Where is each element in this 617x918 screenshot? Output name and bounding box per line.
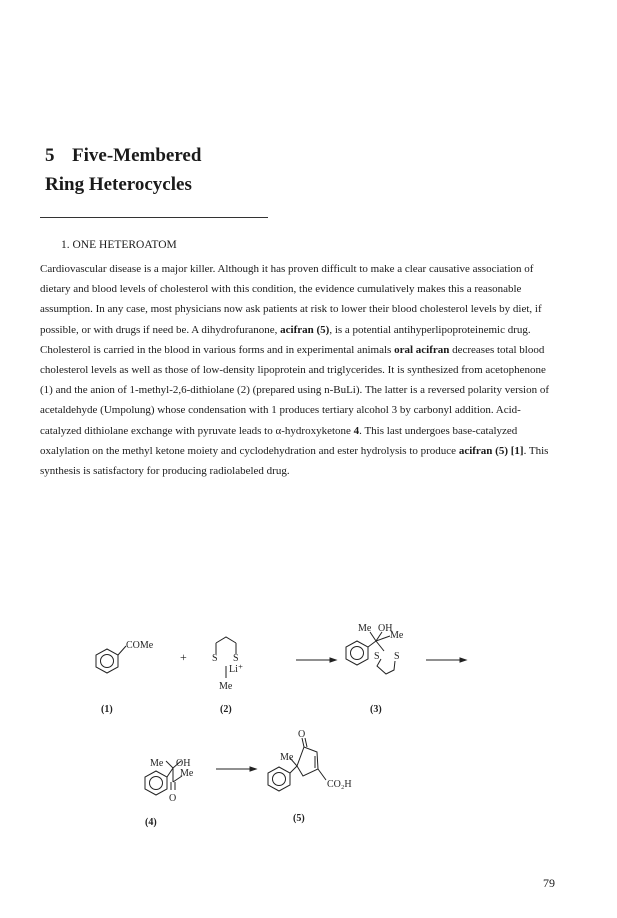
compound-3-s1: S xyxy=(374,651,380,662)
chapter-title-line1: Five-Membered xyxy=(72,145,202,166)
reaction-arrow-3 xyxy=(216,767,256,771)
body-paragraph xyxy=(40,259,560,481)
compound-4-label: (4) xyxy=(145,817,157,828)
compound-number-bold: 4 xyxy=(353,424,360,437)
text-run: decreases total blood cholesterol levels as well as those of low-density lipoprotein and triglycerides. It is synthesized from acetophenone (1) and the anion of 1-methyl-2,6-dithiolane (2) (prepared using n-BuLi). The latter is a reversed polarity version of acetaldehyde (Umpolung) whose condensation with 1 produces tertiary alcohol 3 by carbonyl addition. Acid-catalyzed dithiolane exchange with pyruvate leads to α-hydroxyketone xyxy=(40,343,549,437)
compound-5-oxygen: O xyxy=(298,729,306,740)
compound-4-me2: Me xyxy=(180,768,194,779)
chapter-title-line2: Ring Heterocycles xyxy=(45,174,192,195)
compound-4-oxygen: O xyxy=(169,793,177,804)
text-run: Cardiovascular disease is a major killer. Although it has proven difficult to make a clear causative association of dietary and blood levels of cholesterol with this condition, the evidence cumulatively makes this a reasonable assumption. In any case, most physicians now ask patients at risk to lower their blood cholesterol levels by diet, if possible, or with drugs if need be. A dihydrofuranone, xyxy=(40,263,542,336)
reaction-arrow-1 xyxy=(296,658,336,662)
chapter-title xyxy=(45,141,201,199)
drug-name-bold: acifran (5) [1] xyxy=(458,444,524,457)
compound-3-oh: OH xyxy=(378,623,393,634)
compound-2-methyl: Me xyxy=(219,681,233,692)
drug-name-bold: acifran (5) xyxy=(280,323,330,336)
text-run: . This last undergoes base-catalyzed oxalylation on the methyl ketone moiety and cyclodehydration and ester hydrolysis to produce xyxy=(40,424,518,457)
compound-3-me2: Me xyxy=(390,630,404,641)
compound-3-label: (3) xyxy=(370,704,382,715)
compound-5-structure xyxy=(268,738,326,791)
compound-3-s2: S xyxy=(394,651,400,662)
reaction-scheme xyxy=(0,608,617,828)
plus-sign: + xyxy=(180,650,187,664)
drug-name-bold: oral acifran xyxy=(394,343,450,356)
compound-2-label: (2) xyxy=(220,704,232,715)
title-divider xyxy=(40,217,268,218)
compound-3-structure xyxy=(346,632,395,674)
compound-2-atom-s2: S xyxy=(233,653,239,664)
compound-4-me1: Me xyxy=(150,758,164,769)
compound-4-oh: OH xyxy=(176,758,191,769)
section-heading: 1. ONE HETEROATOM xyxy=(61,239,177,251)
text-run: . This synthesis is satisfactory for producing radiolabeled drug. xyxy=(40,444,549,478)
compound-1-structure xyxy=(96,646,126,673)
compound-2-atom-s1: S xyxy=(212,653,218,664)
compound-3-me1: Me xyxy=(358,623,372,634)
reaction-scheme-svg xyxy=(0,608,617,828)
compound-2-counterion: Li⁺ xyxy=(229,664,244,675)
compound-1-label: (1) xyxy=(101,704,113,715)
compound-1-group: COMe xyxy=(126,640,154,651)
reaction-arrow-2 xyxy=(426,658,466,662)
compound-5-acid: CO₂H xyxy=(327,779,352,790)
text-run: , is a potential antihyperlipoproteinemic drug. Cholesterol is carried in the blood in various forms and in experimental animals xyxy=(40,323,531,356)
chapter-number: 5 xyxy=(45,145,55,166)
compound-5-label: (5) xyxy=(293,813,305,824)
compound-5-me: Me xyxy=(280,752,294,763)
page-number: 79 xyxy=(543,876,555,890)
